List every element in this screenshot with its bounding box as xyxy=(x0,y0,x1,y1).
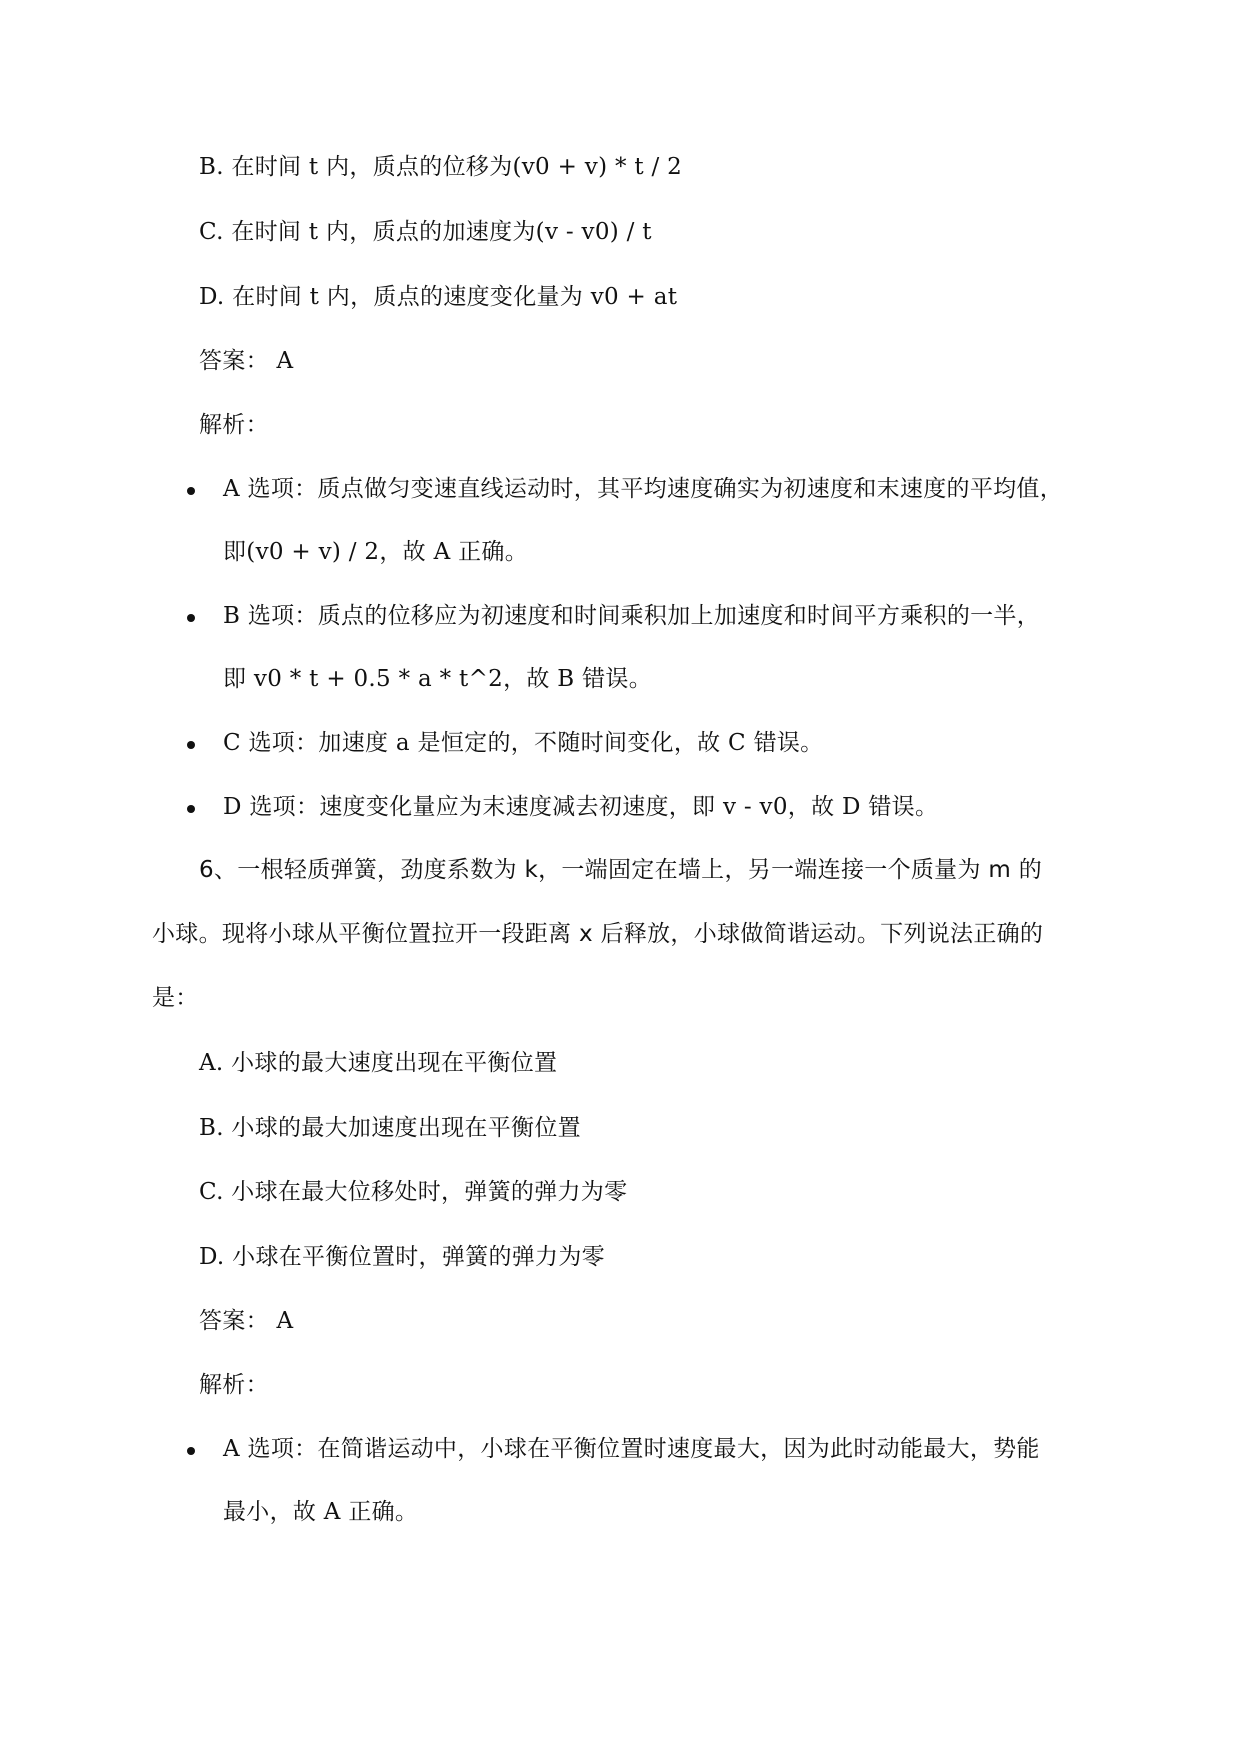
q6-analysis-item-a-cont: 最小，故 A 正确。 xyxy=(223,1499,419,1525)
option-c: C. 在时间 t 内，质点的加速度为(v - v0) / t xyxy=(199,219,652,245)
bullet-dot xyxy=(187,614,195,622)
analysis-item-a-cont: 即(v0 + v) / 2，故 A 正确。 xyxy=(223,539,528,565)
q6-analysis-item-a: A 选项：在简谐运动中，小球在平衡位置时速度最大，因为此时动能最大，势能 xyxy=(223,1436,1040,1462)
analysis-item-a: A 选项：质点做匀变速直线运动时，其平均速度确实为初速度和末速度的平均值， xyxy=(223,476,1064,502)
option-b: B. 在时间 t 内，质点的位移为(v0 + v) * t / 2 xyxy=(199,154,683,180)
bullet-dot xyxy=(187,487,195,495)
question-stem-line2: 小球。现将小球从平衡位置拉开一段距离 x 后释放，小球做简谐运动。下列说法正确的 xyxy=(152,921,1044,947)
bullet-dot xyxy=(187,741,195,749)
q6-option-a: A. 小球的最大速度出现在平衡位置 xyxy=(199,1050,558,1076)
analysis-item-d: D 选项：速度变化量应为末速度减去初速度，即 v - v0，故 D 错误。 xyxy=(223,794,939,820)
question-stem-line1: 6、一根轻质弹簧，劲度系数为 k，一端固定在墙上，另一端连接一个质量为 m 的 xyxy=(199,857,1042,883)
option-d: D. 在时间 t 内，质点的速度变化量为 v0 + at xyxy=(199,284,678,310)
analysis-item-c: C 选项：加速度 a 是恒定的，不随时间变化，故 C 错误。 xyxy=(223,730,824,756)
analysis-item-b: B 选项：质点的位移应为初速度和时间乘积加上加速度和时间平方乘积的一半， xyxy=(223,603,1041,629)
answer-line: 答案： A xyxy=(199,348,294,374)
question-stem-line3: 是： xyxy=(152,985,199,1011)
q6-analysis-label: 解析： xyxy=(199,1372,269,1398)
q6-option-c: C. 小球在最大位移处时，弹簧的弹力为零 xyxy=(199,1179,628,1205)
bullet-dot xyxy=(187,805,195,813)
bullet-dot xyxy=(187,1447,195,1455)
q6-option-b: B. 小球的最大加速度出现在平衡位置 xyxy=(199,1115,581,1141)
analysis-label: 解析： xyxy=(199,412,269,438)
q6-answer-line: 答案： A xyxy=(199,1308,294,1334)
analysis-item-b-cont: 即 v0 * t + 0.5 * a * t^2，故 B 错误。 xyxy=(223,666,653,692)
q6-option-d: D. 小球在平衡位置时，弹簧的弹力为零 xyxy=(199,1244,605,1270)
